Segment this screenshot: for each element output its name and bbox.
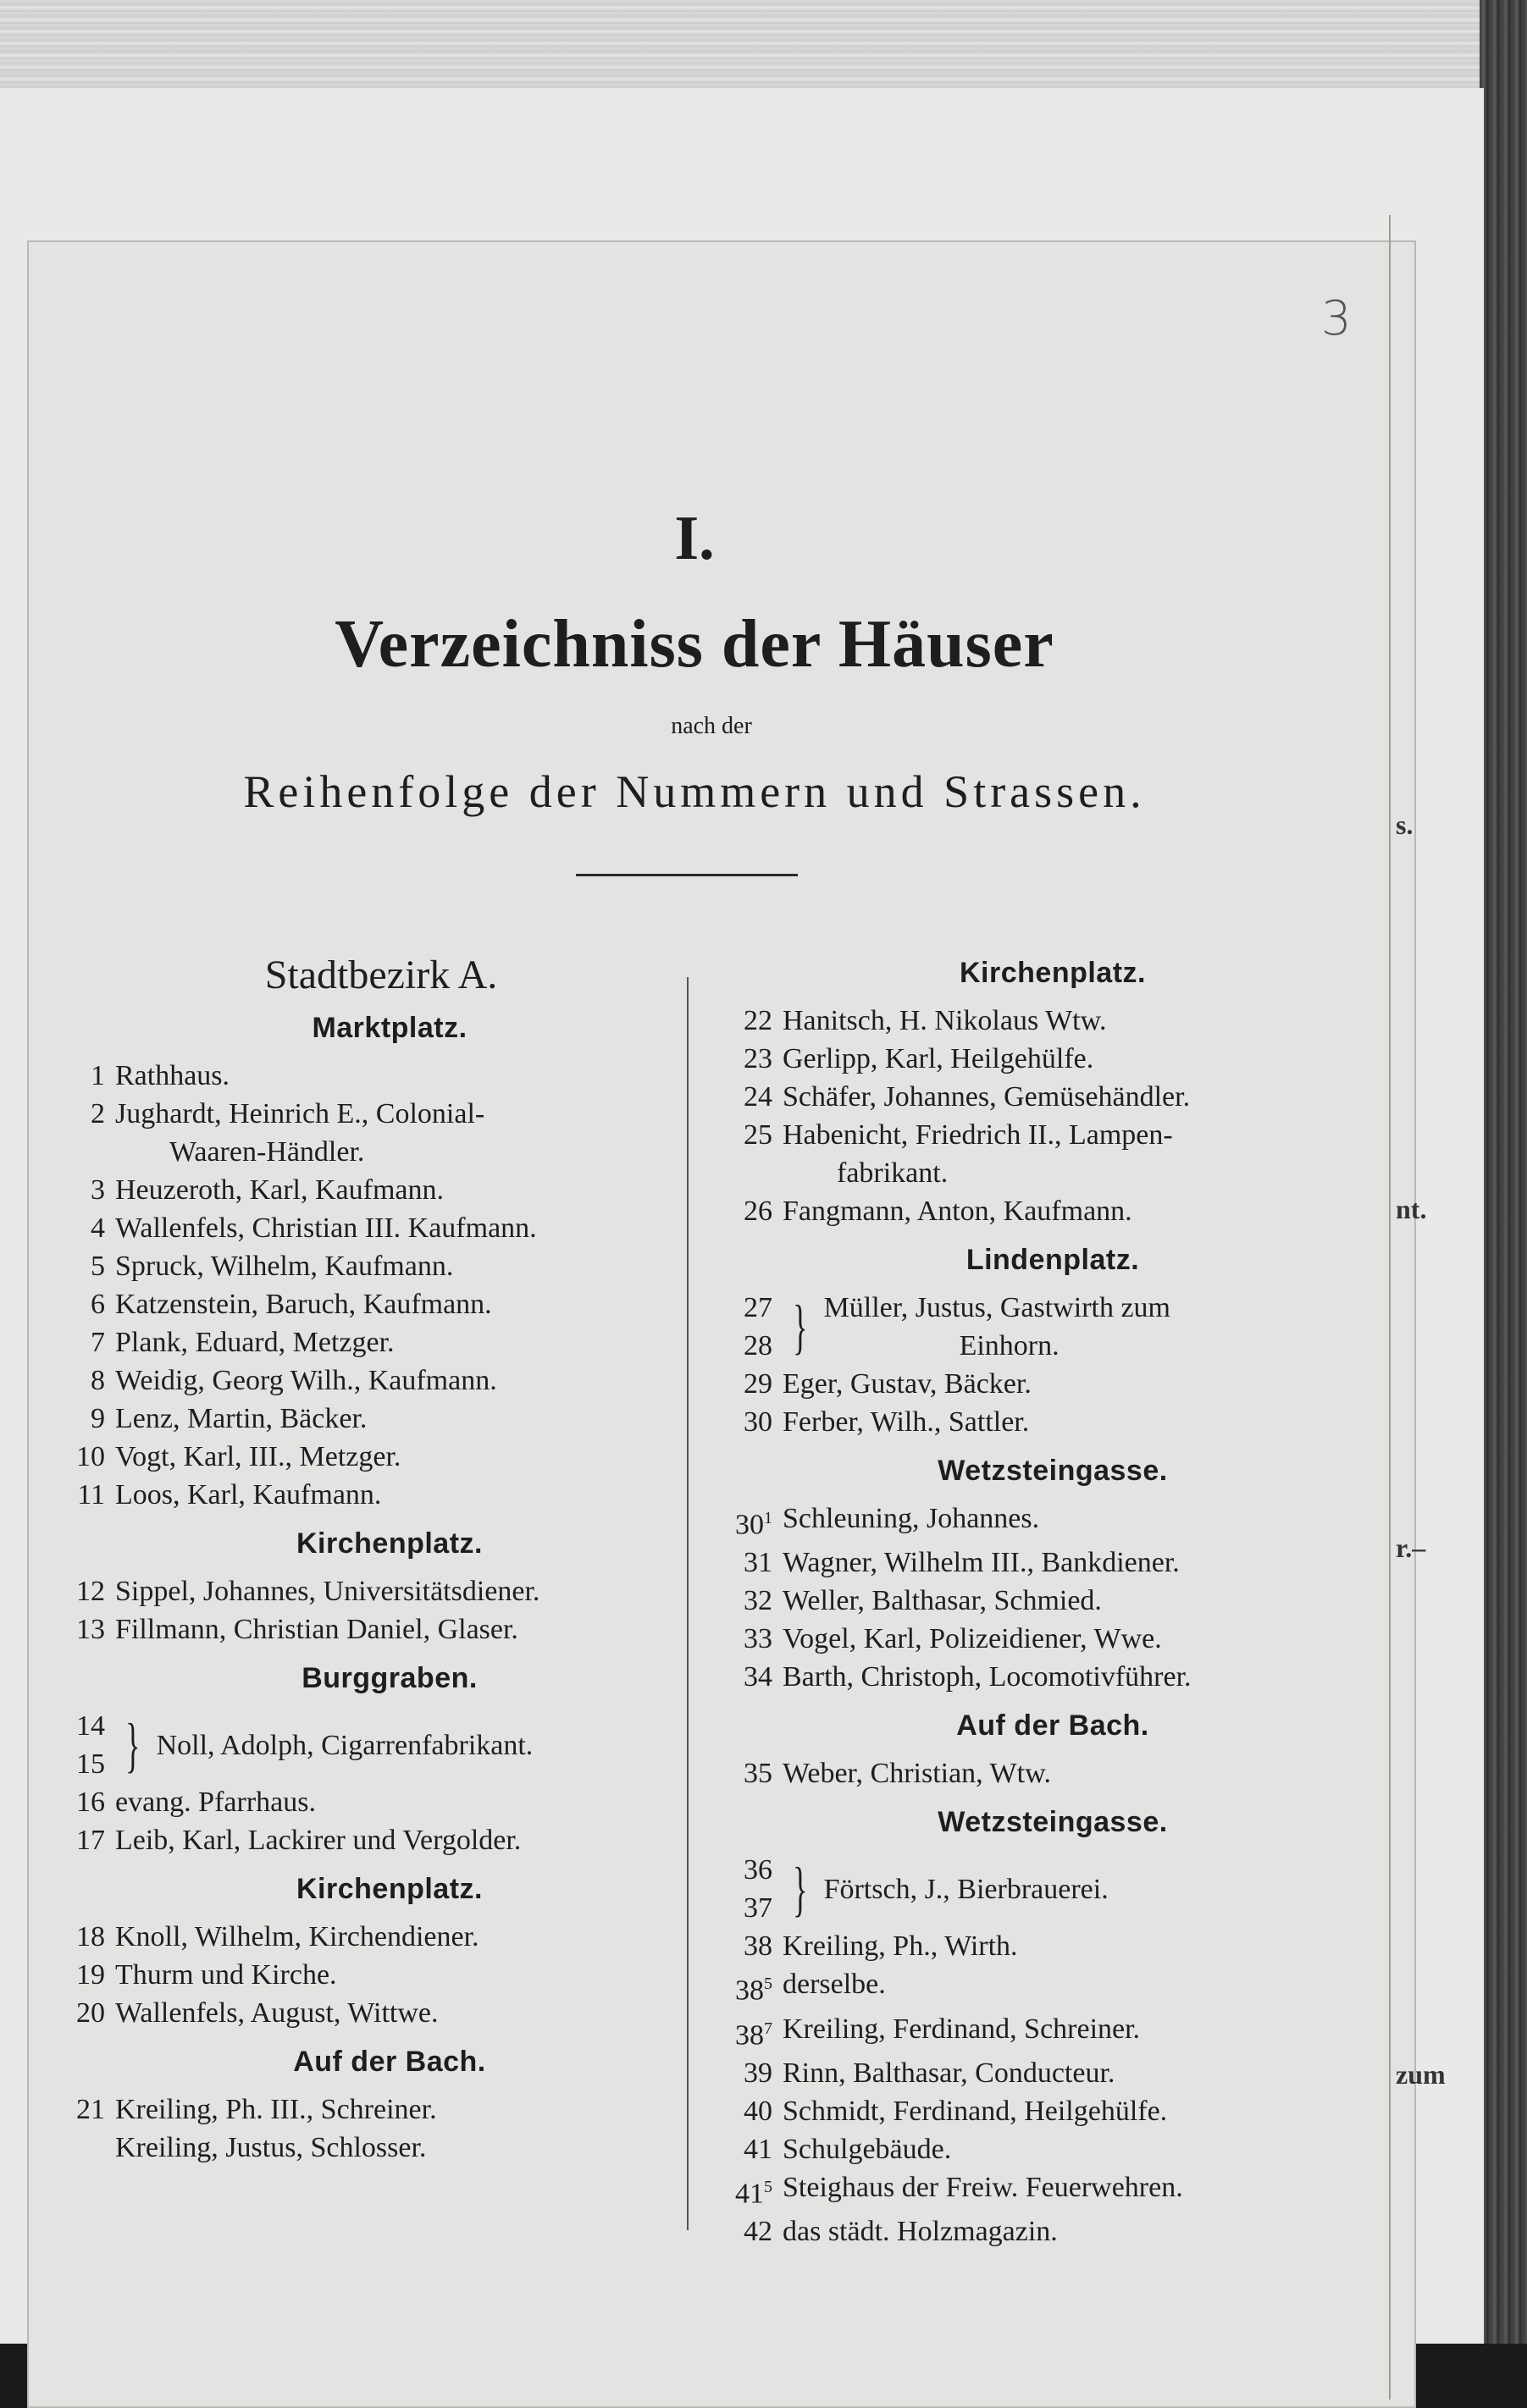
street-heading: Kirchenplatz. bbox=[960, 957, 1146, 989]
house-entry: Steighaus der Freiw. Feuerwehren. bbox=[783, 2171, 1183, 2203]
house-entry: Lenz, Martin, Bäcker. bbox=[115, 1403, 368, 1434]
house-entry: Kreiling, Ferdinand, Schreiner. bbox=[783, 2013, 1141, 2045]
house-number: 24 bbox=[744, 1081, 772, 1113]
house-entry: Schmidt, Ferdinand, Heilgehülfe. bbox=[783, 2095, 1168, 2127]
list-item bbox=[718, 1965, 1387, 2009]
house-number: 41 bbox=[744, 2133, 772, 2165]
list-item bbox=[718, 1116, 1387, 1154]
list-item bbox=[51, 1209, 678, 1247]
list-item bbox=[718, 1927, 1387, 1965]
house-entry: Weidig, Georg Wilh., Kaufmann. bbox=[115, 1365, 497, 1396]
list-item bbox=[718, 1658, 1387, 1696]
house-number: 35 bbox=[744, 1758, 772, 1790]
house-number: 22 bbox=[744, 1005, 772, 1036]
list-item bbox=[718, 1040, 1387, 1078]
list-item bbox=[51, 1438, 678, 1476]
section-numeral: I. bbox=[674, 504, 715, 573]
house-entry: Heuzeroth, Karl, Kaufmann. bbox=[115, 1174, 445, 1206]
house-number: 34 bbox=[744, 1661, 772, 1693]
brace-icon: } bbox=[125, 1711, 141, 1779]
house-number: 37 bbox=[744, 1892, 772, 1925]
subtitle-large: Reihenfolge der Nummern und Strassen. bbox=[243, 766, 1146, 817]
list-item bbox=[718, 1002, 1387, 1040]
street-heading: Wetzsteingasse. bbox=[938, 1455, 1168, 1487]
entry-continuation: fabrikant. bbox=[837, 1157, 949, 1189]
house-entry: Schäfer, Johannes, Gemüsehändler. bbox=[783, 1081, 1191, 1113]
house-number: 30 bbox=[735, 1509, 764, 1541]
house-entry: das städt. Holzmagazin. bbox=[783, 2216, 1058, 2248]
list-item bbox=[51, 1610, 678, 1649]
house-entry: Rinn, Balthasar, Conducteur. bbox=[783, 2057, 1115, 2089]
house-number: 36 bbox=[744, 1854, 772, 1886]
street-heading: Wetzsteingasse. bbox=[938, 1806, 1168, 1839]
house-entry: Vogt, Karl, III., Metzger. bbox=[115, 1441, 401, 1472]
list-item bbox=[51, 1476, 678, 1514]
house-number: 7 bbox=[91, 1327, 105, 1358]
house-entry: Kreiling, Ph. III., Schreiner. bbox=[115, 2094, 437, 2125]
house-entry: evang. Pfarrhaus. bbox=[115, 1787, 316, 1818]
house-entry: Habenicht, Friedrich II., Lampen- bbox=[783, 1119, 1173, 1151]
house-number: 5 bbox=[91, 1251, 105, 1282]
book-page-stack-right bbox=[1480, 0, 1527, 2344]
list-item bbox=[718, 1365, 1387, 1403]
house-number: 18 bbox=[76, 1921, 105, 1952]
page-number: 3 bbox=[1321, 291, 1352, 346]
house-entry: Rathhaus. bbox=[115, 1060, 230, 1091]
house-entry: Noll, Adolph, Cigarrenfabrikant. bbox=[156, 1729, 534, 1761]
house-entry: Spruck, Wilhelm, Kaufmann. bbox=[115, 1251, 454, 1282]
list-item bbox=[718, 2092, 1387, 2130]
house-number: 1 bbox=[91, 1060, 105, 1091]
house-number: 25 bbox=[744, 1119, 772, 1151]
house-number-suffix: 1 bbox=[764, 1509, 772, 1527]
book-page-stack-top bbox=[0, 0, 1527, 93]
house-entry: Loos, Karl, Kaufmann. bbox=[115, 1479, 382, 1511]
entry-continuation: Waaren-Händler. bbox=[169, 1136, 365, 1168]
house-entry: Barth, Christoph, Locomotivführer. bbox=[783, 1661, 1192, 1693]
list-item bbox=[718, 1499, 1387, 1544]
house-number: 20 bbox=[76, 1997, 105, 2029]
street-heading: Burggraben. bbox=[302, 1662, 478, 1694]
house-entry: Hanitsch, H. Nikolaus Wtw. bbox=[783, 1005, 1107, 1036]
house-number: 10 bbox=[76, 1441, 105, 1472]
house-entry: Katzenstein, Baruch, Kaufmann. bbox=[115, 1289, 492, 1320]
house-number: 42 bbox=[744, 2216, 772, 2248]
house-entry: Leib, Karl, Lackirer und Vergolder. bbox=[115, 1825, 522, 1856]
street-heading: Kirchenplatz. bbox=[296, 1527, 483, 1560]
list-item bbox=[718, 1754, 1387, 1792]
bleed-mark: r.– bbox=[1396, 1533, 1426, 1563]
list-item bbox=[51, 1400, 678, 1438]
list-item bbox=[718, 1078, 1387, 1116]
right-column bbox=[718, 943, 1387, 2251]
list-item bbox=[51, 1171, 678, 1209]
bleed-mark: zum bbox=[1396, 2059, 1446, 2090]
list-item bbox=[718, 2130, 1387, 2168]
house-number: 41 bbox=[735, 2178, 764, 2210]
list-item bbox=[51, 1994, 678, 2032]
title-rule bbox=[576, 874, 798, 876]
list-item bbox=[51, 2129, 678, 2167]
house-entry: Förtsch, J., Bierbrauerei. bbox=[823, 1873, 1109, 1905]
district-heading: Stadtbezirk A. bbox=[264, 953, 498, 997]
house-entry: Schulgebäude. bbox=[783, 2133, 952, 2165]
house-entry: Müller, Justus, Gastwirth zum bbox=[823, 1292, 1171, 1323]
house-entry: Ferber, Wilh., Sattler. bbox=[783, 1406, 1030, 1438]
list-item bbox=[51, 1572, 678, 1610]
house-number: 12 bbox=[76, 1576, 105, 1607]
house-entry: Knoll, Wilhelm, Kirchendiener. bbox=[115, 1921, 479, 1952]
list-item bbox=[718, 2212, 1387, 2251]
list-item bbox=[718, 1620, 1387, 1658]
house-entry: Thurm und Kirche. bbox=[115, 1959, 337, 1991]
house-number: 13 bbox=[76, 1614, 105, 1645]
list-item bbox=[718, 1851, 1387, 1927]
house-entry: Wallenfels, Christian III. Kaufmann. bbox=[115, 1212, 537, 1244]
list-item bbox=[51, 1095, 678, 1133]
street-heading: Auf der Bach. bbox=[956, 1709, 1149, 1742]
column-divider bbox=[687, 977, 689, 2230]
house-number: 8 bbox=[91, 1365, 105, 1396]
list-item bbox=[51, 1918, 678, 1956]
list-item bbox=[51, 1783, 678, 1821]
street-heading: Auf der Bach. bbox=[293, 2046, 486, 2078]
list-item bbox=[718, 1582, 1387, 1620]
house-entry: Weber, Christian, Wtw. bbox=[783, 1758, 1051, 1790]
house-entry: Jughardt, Heinrich E., Colonial- bbox=[115, 1098, 485, 1129]
entry-continuation: Einhorn. bbox=[959, 1330, 1059, 1361]
house-number: 31 bbox=[744, 1547, 772, 1579]
house-number-suffix: 5 bbox=[764, 2177, 772, 2196]
list-item bbox=[51, 1323, 678, 1361]
house-entry: Fillmann, Christian Daniel, Glaser. bbox=[115, 1614, 518, 1645]
house-number: 11 bbox=[77, 1479, 105, 1511]
list-item bbox=[718, 1192, 1387, 1230]
street-heading: Lindenplatz. bbox=[965, 1244, 1140, 1276]
page-title: Verzeichniss der Häuser bbox=[335, 607, 1054, 682]
street-heading: Kirchenplatz. bbox=[296, 1873, 483, 1905]
house-number: 9 bbox=[91, 1403, 105, 1434]
house-entry: Plank, Eduard, Metzger. bbox=[115, 1327, 395, 1358]
house-number: 19 bbox=[76, 1959, 105, 1991]
house-entry: Sippel, Johannes, Universitätsdiener. bbox=[115, 1576, 540, 1607]
house-number: 28 bbox=[744, 1330, 772, 1361]
house-entry: Schleuning, Johannes. bbox=[783, 1503, 1040, 1534]
list-item bbox=[718, 2168, 1387, 2212]
list-item bbox=[51, 2090, 678, 2129]
house-number: 3 bbox=[91, 1174, 105, 1206]
house-number: 29 bbox=[744, 1368, 772, 1400]
house-entry: Fangmann, Anton, Kaufmann. bbox=[783, 1196, 1132, 1227]
list-item bbox=[51, 1285, 678, 1323]
house-number-pair bbox=[51, 1707, 115, 1783]
house-number-pair bbox=[718, 1851, 783, 1927]
house-number-suffix: 7 bbox=[764, 2019, 772, 2038]
house-number: 6 bbox=[91, 1289, 105, 1320]
house-entry: Vogel, Karl, Polizeidiener, Wwe. bbox=[783, 1623, 1162, 1655]
house-number: 27 bbox=[744, 1292, 772, 1323]
house-number: 38 bbox=[744, 1930, 772, 1963]
book-page bbox=[0, 88, 1484, 2344]
subtitle-small: nach der bbox=[671, 713, 752, 739]
list-item bbox=[51, 1707, 678, 1783]
house-entry-continuation: Kreiling, Justus, Schlosser. bbox=[115, 2132, 427, 2163]
house-entry: derselbe. bbox=[783, 1969, 886, 2001]
house-number: 4 bbox=[91, 1212, 105, 1244]
house-entry: Gerlipp, Karl, Heilgehülfe. bbox=[783, 1043, 1094, 1074]
list-item bbox=[718, 1403, 1387, 1441]
house-entry: Eger, Gustav, Bäcker. bbox=[783, 1368, 1032, 1400]
list-item bbox=[718, 2010, 1387, 2054]
house-number: 30 bbox=[744, 1406, 772, 1438]
house-number-suffix: 5 bbox=[764, 1974, 772, 1994]
house-number: 23 bbox=[744, 1043, 772, 1074]
list-item bbox=[51, 1956, 678, 1994]
house-entry: Weller, Balthasar, Schmied. bbox=[783, 1585, 1102, 1617]
list-item bbox=[51, 1057, 678, 1095]
house-number: 16 bbox=[76, 1787, 105, 1818]
list-item bbox=[718, 2054, 1387, 2092]
house-number: 21 bbox=[76, 2094, 105, 2125]
bleed-mark: nt. bbox=[1396, 1194, 1427, 1224]
house-number-pair bbox=[718, 1289, 783, 1365]
house-entry: Wallenfels, August, Wittwe. bbox=[115, 1997, 439, 2029]
house-number: 39 bbox=[744, 2057, 772, 2089]
house-entry: Kreiling, Ph., Wirth. bbox=[783, 1930, 1018, 1963]
house-number: 38 bbox=[735, 2019, 764, 2051]
left-column bbox=[51, 943, 678, 2167]
house-number: 38 bbox=[735, 1974, 764, 2007]
house-number: 15 bbox=[76, 1748, 105, 1780]
house-number: 26 bbox=[744, 1196, 772, 1227]
bleed-mark: s. bbox=[1396, 809, 1414, 840]
slip-edge-line bbox=[1389, 215, 1391, 2400]
house-entry: Wagner, Wilhelm III., Bankdiener. bbox=[783, 1547, 1180, 1579]
house-number: 32 bbox=[744, 1585, 772, 1617]
brace-icon: } bbox=[793, 1293, 808, 1361]
brace-icon: } bbox=[793, 1855, 808, 1924]
house-number: 17 bbox=[76, 1825, 105, 1856]
list-item bbox=[51, 1361, 678, 1400]
list-item bbox=[718, 1544, 1387, 1582]
house-number: 40 bbox=[744, 2095, 772, 2127]
house-number: 2 bbox=[91, 1098, 105, 1129]
house-number: 14 bbox=[76, 1710, 105, 1742]
list-item bbox=[51, 1247, 678, 1285]
house-number: 33 bbox=[744, 1623, 772, 1655]
street-heading: Marktplatz. bbox=[312, 1012, 468, 1044]
list-item bbox=[718, 1289, 1387, 1365]
list-item bbox=[51, 1821, 678, 1859]
